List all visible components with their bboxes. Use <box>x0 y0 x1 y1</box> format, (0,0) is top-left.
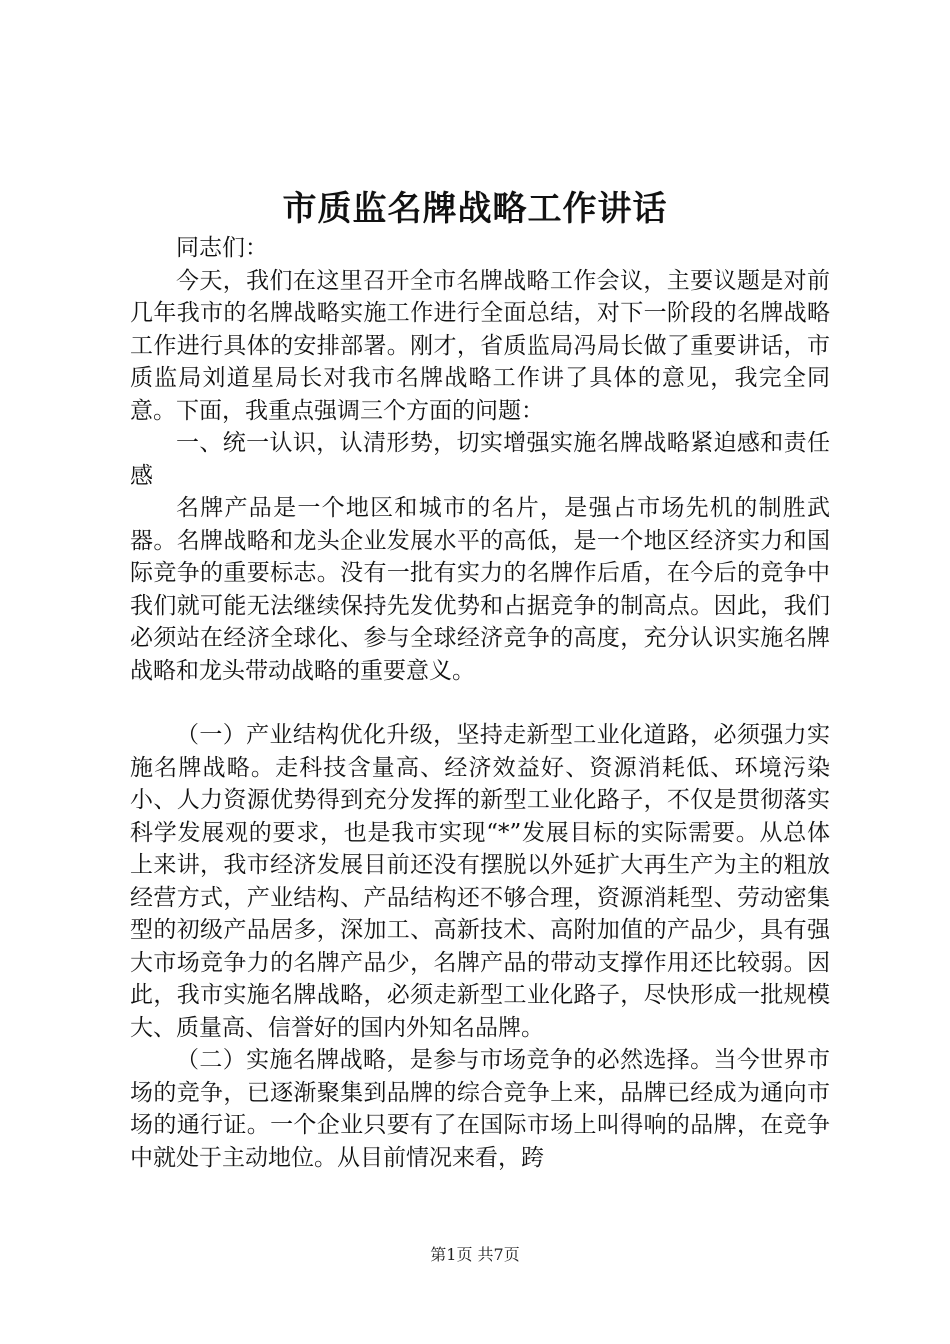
paragraph-point-1: （一）产业结构优化升级，坚持走新型工业化道路，必须强力实施名牌战略。走科技含量高、经济效益好、资源消耗低、环境污染小、人力资源优势得到充分发挥的新型工业化路子，不仅是贯彻落实科学发展观的要求，也是我市实现“*”发展目标的实际需要。从总体上来讲，我市经济发展目前还没有摆脱以外延扩大再生产为主的粗放经营方式，产业结构、产品结构还不够合理，资源消耗型、劳动密集型的初级产品居多，深加工、高新技术、高附加值的产品少，具有强大市场竞争力的名牌产品少，名牌产品的带动支撑作用还比较弱。因此，我市实施名牌战略，必须走新型工业化路子，尽快形成一批规模大、质量高、信誉好的国内外知名品牌。 <box>130 722 830 1041</box>
paragraph-point-2: （二）实施名牌战略，是参与市场竞争的必然选择。当今世界市场的竞争，已逐渐聚集到品牌的综合竞争上来，品牌已经成为通向市场的通行证。一个企业只要有了在国际市场上叫得响的品牌，在竞争中就处于主动地位。从目前情况来看，跨 <box>130 1047 830 1171</box>
section-heading-1: 一、统一认识，认清形势，切实增强实施名牌战略紧迫感和责任感 <box>130 430 830 489</box>
paragraph-salutation: 同志们： <box>176 235 268 261</box>
paragraph-intro: 今天，我们在这里召开全市名牌战略工作会议，主要议题是对前几年我市的名牌战略实施工作进行全面总结，对下一阶段的名牌战略工作进行具体的安排部署。刚才，省质监局冯局长做了重要讲话，市质监局刘道星局长对我市名牌战略工作讲了具体的意见，我完全同意。下面，我重点强调三个方面的问题： <box>130 267 830 424</box>
page-number: 第1页 共7页 <box>430 1245 520 1264</box>
document-title: 市质监名牌战略工作讲话 <box>282 189 668 229</box>
document-body <box>130 232 830 1174</box>
paragraph-brand-importance: 名牌产品是一个地区和城市的名片，是强占市场先机的制胜武器。名牌战略和龙头企业发展水平的高低，是一个地区经济实力和国际竞争的重要标志。没有一批有实力的名牌作后盾，在今后的竞争中我们就可能无法继续保持先发优势和占据竞争的制高点。因此，我们必须站在经济全球化、参与全球经济竞争的高度，充分认识实施名牌战略和龙头带动战略的重要意义。 <box>130 495 830 684</box>
